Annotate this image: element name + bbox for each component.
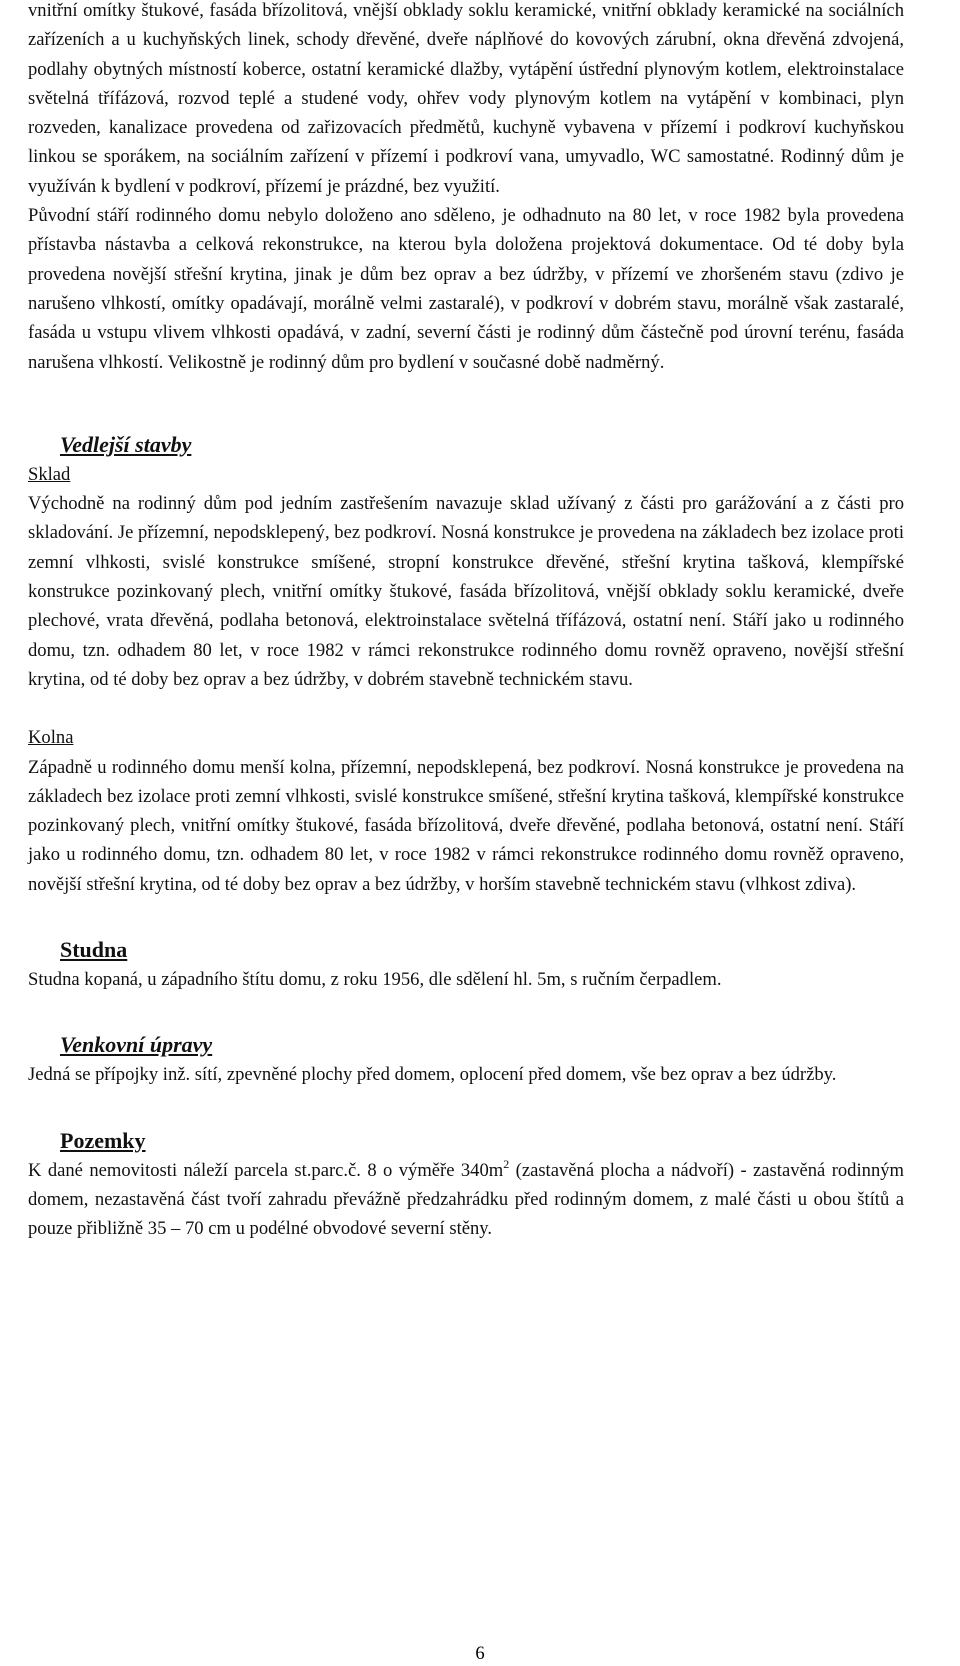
section-heading-pozemky: Pozemky — [60, 1127, 146, 1153]
section-heading-venkovni-upravy: Venkovní úpravy — [60, 1032, 213, 1058]
venkovni-paragraph: Jedná se přípojky inž. sítí, zpevněné plochy před domem, oplocení před domem, vše bez oprav a bez údržby. — [28, 1064, 837, 1086]
subsection-title-kolna: Kolna — [28, 727, 74, 749]
intro-paragraph-2: Původní stáří rodinného domu nebylo doloženo ano sděleno, je odhadnuto na 80 let, v roce 1982 byla provedena přístavba nástavba a celková rekonstrukce, na kterou byla doložena projektová dokumentace. Od té doby byla provedena novější střešní krytina, jinak je dům bez oprav a bez údržby, v přízemí ve zhoršeném stavu (zdivo je narušeno vlhkostí, omítky opadávají, morálně velmi zastaralé), v podkroví v dobrém stavu, morálně však zastaralé, fasáda u vstupu vlivem vlhkosti opadává, v zadní, severní části je rodinný dům částečně pod úrovní terénu, fasáda narušena vlhkostí. Velikostně je rodinný dům pro bydlení v současné době nadměrný. — [28, 205, 904, 373]
intro-paragraph-1: vnitřní omítky štukové, fasáda břízolitová, vnější obklady soklu keramické, vnitřní obklady keramické na sociálních zařízeních a u kuchyňských linek, schody dřevěné, dveře náplňové do kovových zárubní, okna dřevěná zdvojená, podlahy obytných místností koberce, ostatní keramické dlažby, vytápění ústřední plynovým kotlem, elektroinstalace světelná třífázová, rozvod teplé a studené vody, ohřev vody plynovým kotlem na vytápění v kombinaci, plyn rozveden, kanalizace provedena od zařizovacích předmětů, kuchyně vybavena v přízemí i podkroví kuchyňskou linkou se sporákem, na sociálním zařízení v přízemí i podkroví vana, umyvadlo, WC samostatné. Rodinný dům je využíván k bydlení v podkroví, přízemí je prázdné, bez využití. — [28, 0, 904, 197]
subsection-title-sklad: Sklad — [28, 463, 71, 485]
section-heading-studna: Studna — [60, 937, 128, 963]
page-number: 6 — [475, 1643, 485, 1664]
pozemky-text-before: K dané nemovitosti náleží parcela st.parc.č. 8 o výměře 340m — [28, 1159, 504, 1181]
studna-paragraph: Studna kopaná, u západního štítu domu, z roku 1956, dle sdělení hl. 5m, s ručním čerpadlem. — [28, 969, 722, 991]
kolna-paragraph: Západně u rodinného domu menší kolna, přízemní, nepodsklepená, bez podkroví. Nosná konstrukce je provedena na základech bez izolace proti zemní vlhkosti, svislé konstrukce smíšené, střešní krytina tašková, klempířské konstrukce pozinkovaný plech, vnitřní omítky štukové, fasáda břízolitová, dveře dřevěné, podlaha betonová, ostatní není. Stáří jako u rodinného domu, tzn. odhadem 80 let, v roce 1982 v rámci rekonstrukce rodinného domu rovněž opraveno, novější střešní krytina, od té doby bez oprav a bez údržby, v horším stavebně technickém stavu (vlhkost zdiva). — [28, 756, 904, 895]
sklad-paragraph: Východně na rodinný dům pod jedním zastřešením navazuje sklad užívaný z části pro garážování a z části pro skladování. Je přízemní, nepodsklepený, bez podkroví. Nosná konstrukce je provedena na základech bez izolace proti zemní vlhkosti, svislé konstrukce smíšené, stropní konstrukce dřevěné, střešní krytina tašková, klempířské konstrukce pozinkovaný plech, vnitřní omítky štukové, fasáda břízolitová, vnější obklady soklu keramické, dveře plechové, vrata dřevěná, podlaha betonová, elektroinstalace světelná třífázová, ostatní není. Stáří jako u rodinného domu, tzn. odhadem 80 let, v roce 1982 v rámci rekonstrukce rodinného domu rovněž opraveno, novější střešní krytina, od té doby bez oprav a bez údržby, v dobrém stavebně technickém stavu. — [28, 493, 904, 690]
section-heading-vedlejsi-stavby: Vedlejší stavby — [60, 431, 192, 457]
pozemky-paragraph — [28, 1156, 904, 1244]
pozemky-text-after: (zastavěná plocha a nádvoří) - zastavěná rodinným domem, nezastavěná část tvoří zahradu převážně předzahrádku před rodinným domem, z malé části u obou štítů a pouze přibližně 35 – 70 cm u podélné obvodové severní stěny. — [28, 1159, 905, 1240]
area-unit-superscript: 2 — [503, 1156, 510, 1171]
